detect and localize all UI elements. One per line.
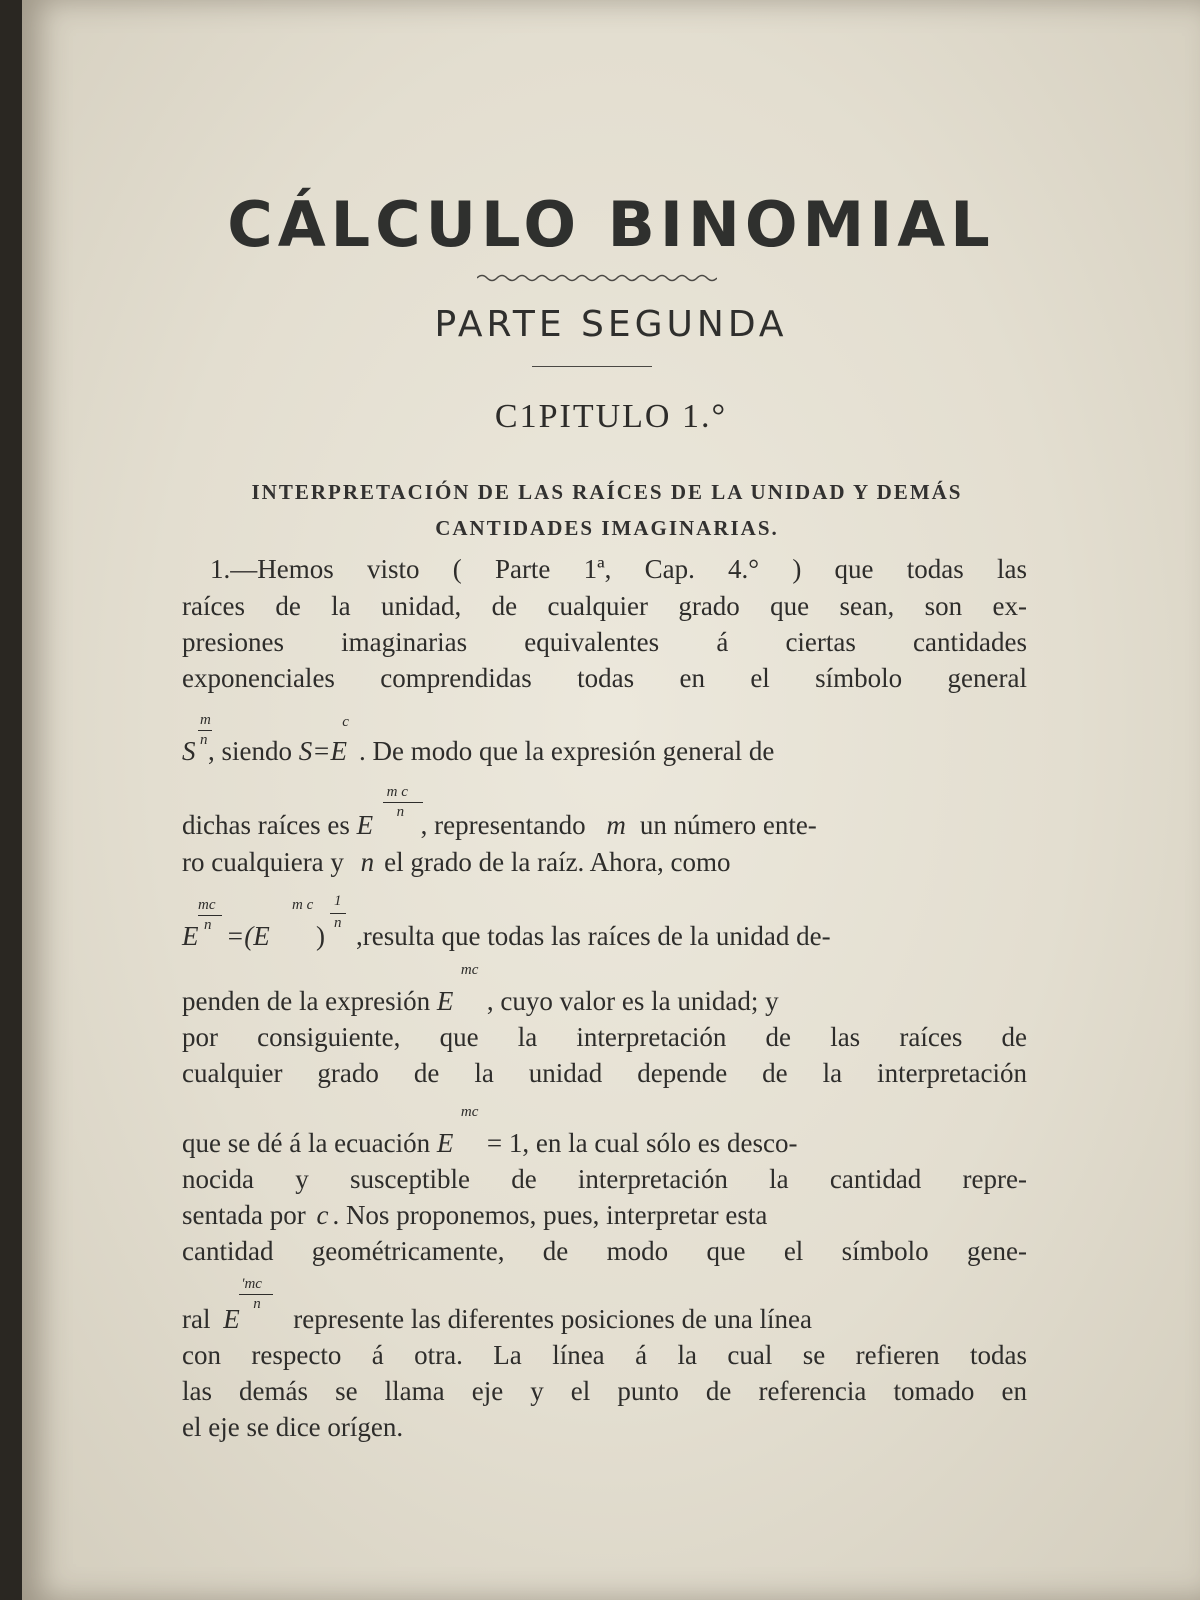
paragraph-line: cualquier grado de la unidad depende de la interpretación <box>182 1058 1027 1088</box>
paragraph-line: por consiguiente, que la interpretación de las raíces de <box>182 1022 1027 1052</box>
paragraph-line-math: que se dé á la ecuación E mc = 1, en la cual sólo es desco- <box>182 1104 798 1158</box>
paragraph-line: con respecto á otra. La línea á la cual se refieren todas <box>182 1340 1027 1370</box>
paragraph-line: nocida y susceptible de interpretación la cantidad repre- <box>182 1164 1027 1194</box>
paragraph-line-math: dichas raíces es E m c n , representando m un número ente- <box>182 784 817 840</box>
wavy-divider <box>477 273 717 283</box>
paragraph-line-math: E mc n =(E m c ) 1 n ,resulta que todas las raíces de la unidad de- <box>182 893 831 951</box>
formula-s-power: S m n <box>182 712 211 766</box>
paragraph-line: las demás se llama eje y el punto de referencia tomado en <box>182 1376 1027 1406</box>
formula-e-apos-mc: E 'mc n <box>223 1304 293 1335</box>
section-heading-line: INTERPRETACIÓN DE LAS RAÍCES DE LA UNIDAD Y DEMÁS <box>251 480 963 504</box>
page-title: CÁLCULO BINOMIAL <box>227 188 995 261</box>
formula-root-exponent: ) 1 n <box>316 921 356 952</box>
divider-rule <box>532 366 652 367</box>
formula-e-power: E m c n <box>357 810 421 841</box>
formula-e-mc: E mc <box>436 962 479 1016</box>
formula-e-mc: E mc <box>436 1104 479 1158</box>
paragraph-line: 1.—Hemos visto ( Parte 1ª, Cap. 4.° ) que todas las <box>210 554 1027 584</box>
part-heading: PARTE SEGUNDA <box>434 304 788 345</box>
paragraph-line: cantidad geométricamente, de modo que el símbolo gene- <box>182 1236 1027 1266</box>
formula-paren-e: =(E m c <box>226 897 314 951</box>
book-page <box>22 0 1200 1600</box>
paragraph-line-math: S m n , siendo S=E c . De modo que la expresión general de <box>182 712 775 766</box>
section-heading <box>182 474 1032 546</box>
paragraph-line-math: ro cualquiera y n el grado de la raíz. Ahora, como <box>182 847 731 877</box>
paragraph-line-math: ral E 'mc n represente las diferentes posiciones de una línea <box>182 1276 813 1334</box>
paragraph-line-math: penden de la expresión E mc , cuyo valor es la unidad; y <box>182 962 779 1016</box>
paragraph-line-math: sentada por c . Nos proponemos, pues, interpretar esta <box>182 1200 768 1230</box>
chapter-heading: C1PITULO 1.° <box>494 398 728 435</box>
paragraph-line: raíces de la unidad, de cualquier grado que sean, son ex- <box>182 591 1027 621</box>
formula-s-eq-e: S=E c <box>298 714 349 766</box>
paragraph-line: el eje se dice orígen. <box>182 1412 404 1442</box>
formula-e-power: E mc n <box>182 921 226 952</box>
section-heading-line: CANTIDADES IMAGINARIAS. <box>435 516 779 540</box>
paragraph-line: presiones imaginarias equivalentes á ciertas cantidades <box>182 627 1027 657</box>
paragraph-line: exponenciales comprendidas todas en el símbolo general <box>182 663 1027 693</box>
